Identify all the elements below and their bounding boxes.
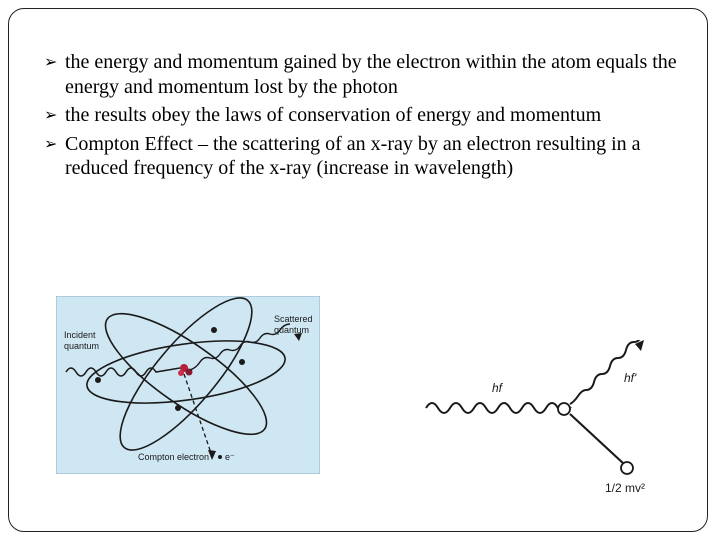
outgoing-energy-label: hf' (624, 371, 637, 385)
bullet-item (44, 50, 684, 99)
orbit-electron (211, 327, 217, 333)
incoming-photon-wave (426, 403, 570, 413)
bullet-arrow-icon: ➢ (44, 105, 58, 124)
vertex-circle (558, 403, 570, 415)
bullet-arrow-icon: ➢ (44, 133, 58, 153)
bullet-text: the energy and momentum gained by the electron within the atom equals the energy and momentum lost by the photon (65, 51, 677, 98)
compton-vertex-diagram (420, 340, 670, 500)
bullet-list (44, 50, 684, 185)
bullet-arrow-icon: ➢ (44, 52, 58, 71)
orbit-electron (95, 377, 101, 383)
incident-label: quantum (64, 341, 100, 351)
electron-dot (218, 455, 222, 459)
bullet-item (44, 103, 684, 128)
incoming-energy-label: hf (492, 381, 503, 395)
electron-symbol: e⁻ (225, 452, 235, 462)
electron-circle (621, 462, 633, 474)
kinetic-energy-label: 1/2 mv² (605, 481, 646, 495)
compton-atom-diagram (56, 296, 320, 474)
orbit-electron (175, 405, 181, 411)
scattered-label: quantum (274, 325, 310, 335)
incident-label: Incident (64, 330, 96, 340)
electron-recoil-line (570, 414, 624, 464)
bullet-text: the results obey the laws of conservation of energy and momentum (65, 104, 602, 126)
compton-electron-label: Compton electron (138, 452, 210, 462)
bullet-text: Compton Effect – the scattering of an x-ray by an electron resulting in a reduced frequency of the x-ray (increase in wavelength) (65, 132, 641, 179)
bullet-item (44, 132, 684, 181)
orbit-electron (239, 359, 245, 365)
scattered-label: Scattered (274, 314, 313, 324)
